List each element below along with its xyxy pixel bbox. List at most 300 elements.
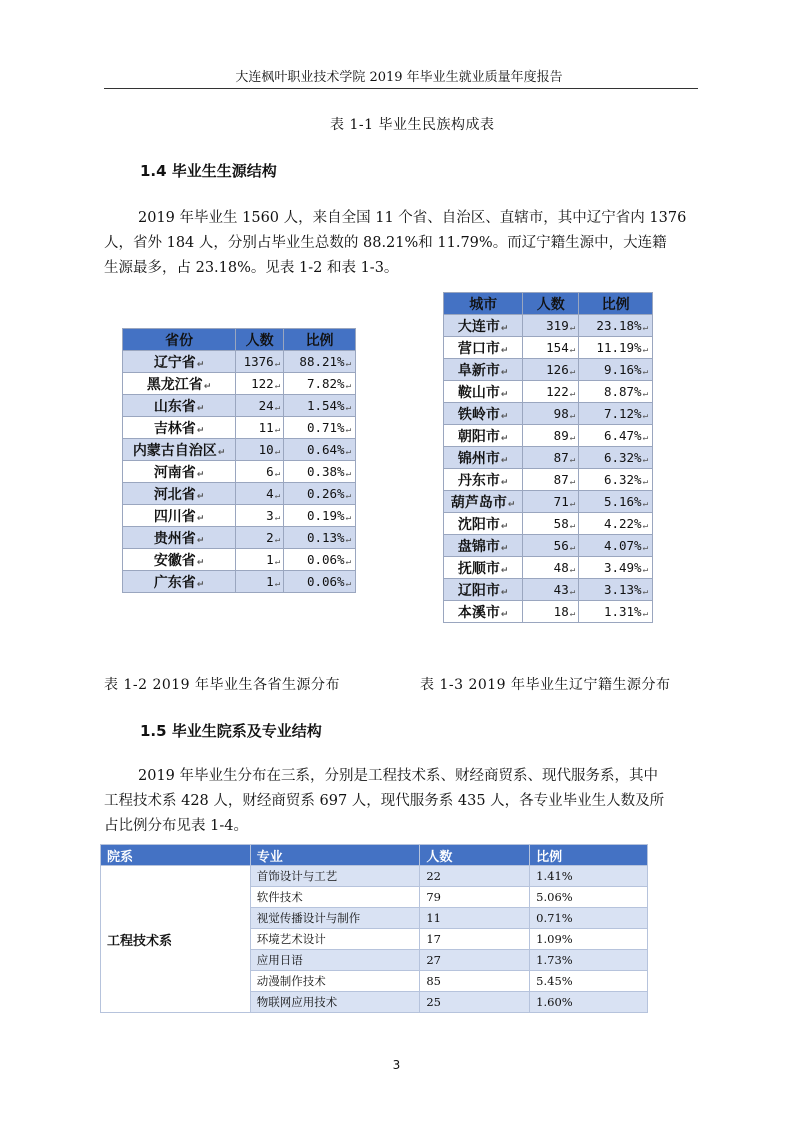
cell-text: 丹东市 [457, 472, 500, 489]
cell-text: 48 [553, 560, 569, 575]
cell-province [123, 571, 236, 593]
cell-count [523, 403, 579, 425]
cell-count [523, 315, 579, 337]
cell-ratio: 1.60% [530, 992, 648, 1013]
cell-city [444, 337, 523, 359]
cell-end-mark-icon: ↵ [196, 557, 205, 568]
table-row [444, 337, 653, 359]
paragraph-line: 占比例分布见表 1-4。 [104, 818, 248, 834]
cell-text: 本溪市 [457, 604, 500, 621]
cell-text: 沈阳市 [457, 516, 500, 533]
cell-ratio [579, 601, 653, 623]
cell-province [123, 395, 236, 417]
cell-city [444, 513, 523, 535]
cell-city [444, 557, 523, 579]
cell-end-mark-icon: ↵ [345, 513, 351, 523]
cell-end-mark-icon: ↵ [642, 521, 648, 531]
cell-end-mark-icon: ↵ [217, 447, 226, 458]
cell-end-mark-icon: ↵ [500, 565, 509, 576]
cell-count: 25 [420, 992, 530, 1013]
cell-end-mark-icon: ↵ [642, 543, 648, 553]
table-row [123, 527, 356, 549]
cell-text: 1.54% [306, 398, 345, 413]
table-row [123, 439, 356, 461]
column-header: 比例 [530, 845, 648, 866]
paragraph-line: 2019 年毕业生分布在三系，分别是工程技术系、财经商贸系、现代服务系，其中 [138, 768, 659, 784]
cell-text: 1 [266, 552, 274, 567]
cell-city [444, 403, 523, 425]
cell-end-mark-icon: ↵ [196, 359, 205, 370]
table-row [444, 469, 653, 491]
cell-end-mark-icon: ↵ [642, 565, 648, 575]
cell-count [523, 447, 579, 469]
cell-ratio [579, 579, 653, 601]
cell-text: 7.12% [603, 406, 642, 421]
cell-text: 7.82% [306, 376, 345, 391]
cell-end-mark-icon: ↵ [642, 477, 648, 487]
cell-department: 工程技术系 [101, 866, 251, 1013]
cell-end-mark-icon: ↵ [569, 543, 576, 553]
cell-end-mark-icon: ↵ [500, 521, 509, 532]
cell-end-mark-icon: ↵ [569, 323, 576, 333]
cell-text: 辽宁省 [153, 354, 196, 371]
page-number: 3 [392, 1058, 401, 1072]
column-header: 比例 [284, 329, 356, 351]
cell-text: 56 [553, 538, 569, 553]
cell-ratio [579, 557, 653, 579]
cell-city [444, 579, 523, 601]
cell-count [523, 513, 579, 535]
cell-text: 3 [266, 508, 274, 523]
cell-end-mark-icon: ↵ [569, 433, 576, 443]
cell-ratio: 1.41% [530, 866, 648, 887]
cell-text: 广东省 [153, 574, 196, 591]
cell-end-mark-icon: ↵ [569, 521, 576, 531]
cell-text: 河北省 [153, 486, 196, 503]
cell-text: 0.06% [306, 574, 345, 589]
cell-city [444, 491, 523, 513]
cell-major: 首饰设计与工艺 [250, 866, 420, 887]
cell-major: 应用日语 [250, 950, 420, 971]
cell-count [236, 461, 284, 483]
cell-count [236, 483, 284, 505]
cell-end-mark-icon: ↵ [500, 587, 509, 598]
cell-ratio [284, 373, 356, 395]
cell-end-mark-icon: ↵ [274, 359, 281, 369]
table-row [444, 425, 653, 447]
cell-ratio [579, 425, 653, 447]
cell-ratio [284, 505, 356, 527]
cell-city [444, 359, 523, 381]
column-header: 人数 [236, 329, 284, 351]
cell-end-mark-icon: ↵ [642, 499, 648, 509]
column-header: 人数 [420, 845, 530, 866]
cell-count: 22 [420, 866, 530, 887]
cell-count: 17 [420, 929, 530, 950]
cell-end-mark-icon: ↵ [569, 477, 576, 487]
heading-1-4: 1.4 毕业生生源结构 [140, 162, 277, 180]
cell-text: 3.13% [603, 582, 642, 597]
cell-count [523, 381, 579, 403]
cell-end-mark-icon: ↵ [196, 535, 205, 546]
paragraph-1-4 [104, 206, 696, 281]
cell-text: 贵州省 [153, 530, 196, 547]
cell-province [123, 527, 236, 549]
cell-count [523, 337, 579, 359]
cell-text: 11 [258, 420, 274, 435]
cell-text: 88.21% [299, 354, 345, 369]
cell-end-mark-icon: ↵ [642, 323, 648, 333]
cell-end-mark-icon: ↵ [274, 557, 281, 567]
column-header: 省份 [123, 329, 236, 351]
cell-end-mark-icon: ↵ [500, 433, 509, 444]
cell-city [444, 469, 523, 491]
cell-text: 8.87% [603, 384, 642, 399]
cell-end-mark-icon: ↵ [274, 491, 281, 501]
cell-text: 87 [553, 450, 569, 465]
column-header: 比例 [579, 293, 653, 315]
cell-ratio [284, 527, 356, 549]
cell-end-mark-icon: ↵ [345, 469, 351, 479]
cell-count [236, 527, 284, 549]
cell-text: 0.38% [306, 464, 345, 479]
cell-end-mark-icon: ↵ [500, 323, 509, 334]
paragraph-line: 生源最多，占 23.18%。见表 1-2 和表 1-3。 [104, 260, 399, 276]
cell-end-mark-icon: ↵ [196, 513, 205, 524]
cell-end-mark-icon: ↵ [345, 535, 351, 545]
cell-count [523, 601, 579, 623]
cell-text: 营口市 [457, 340, 500, 357]
cell-count [236, 571, 284, 593]
heading-1-5: 1.5 毕业生院系及专业结构 [140, 722, 322, 740]
cell-text: 辽阳市 [457, 582, 500, 599]
cell-end-mark-icon: ↵ [642, 345, 648, 355]
cell-text: 89 [553, 428, 569, 443]
table-row [444, 447, 653, 469]
cell-text: 122 [546, 384, 569, 399]
cell-city [444, 315, 523, 337]
cell-end-mark-icon: ↵ [642, 587, 648, 597]
cell-text: 0.06% [306, 552, 345, 567]
cell-city [444, 535, 523, 557]
cell-text: 18 [553, 604, 569, 619]
province-table [122, 328, 356, 593]
cell-text: 319 [546, 318, 569, 333]
cell-city [444, 425, 523, 447]
cell-city [444, 381, 523, 403]
table-row [123, 549, 356, 571]
cell-text: 0.64% [306, 442, 345, 457]
paragraph-line: 2019 年毕业生 1560 人，来自全国 11 个省、自治区、直辖市，其中辽宁省内 1376 [138, 210, 687, 226]
cell-end-mark-icon: ↵ [642, 389, 648, 399]
cell-text: 1.31% [603, 604, 642, 619]
cell-count [523, 579, 579, 601]
cell-ratio [579, 359, 653, 381]
cell-text: 锦州市 [457, 450, 500, 467]
paragraph-1-5 [104, 764, 696, 839]
cell-ratio [284, 461, 356, 483]
table-row [444, 535, 653, 557]
cell-city [444, 447, 523, 469]
cell-province [123, 549, 236, 571]
cell-text: 4 [266, 486, 274, 501]
cell-end-mark-icon: ↵ [345, 381, 351, 391]
cell-ratio: 1.09% [530, 929, 648, 950]
cell-ratio [284, 395, 356, 417]
cell-ratio: 5.45% [530, 971, 648, 992]
cell-count [236, 549, 284, 571]
cell-end-mark-icon: ↵ [642, 367, 648, 377]
table-row [123, 483, 356, 505]
cell-major: 物联网应用技术 [250, 992, 420, 1013]
cell-text: 71 [553, 494, 569, 509]
cell-end-mark-icon: ↵ [569, 609, 576, 619]
cell-count [523, 535, 579, 557]
cell-text: 2 [266, 530, 274, 545]
table-row [444, 315, 653, 337]
cell-ratio [579, 337, 653, 359]
cell-ratio [284, 351, 356, 373]
cell-end-mark-icon: ↵ [345, 579, 351, 589]
table-row [123, 373, 356, 395]
cell-text: 58 [553, 516, 569, 531]
cell-count [236, 417, 284, 439]
city-table [443, 292, 653, 623]
cell-count [523, 557, 579, 579]
cell-end-mark-icon: ↵ [274, 447, 281, 457]
cell-end-mark-icon: ↵ [196, 425, 205, 436]
table-row [444, 359, 653, 381]
cell-count: 27 [420, 950, 530, 971]
cell-end-mark-icon: ↵ [274, 425, 281, 435]
cell-end-mark-icon: ↵ [569, 587, 576, 597]
cell-end-mark-icon: ↵ [274, 469, 281, 479]
cell-end-mark-icon: ↵ [196, 403, 205, 414]
cell-end-mark-icon: ↵ [507, 499, 516, 510]
cell-text: 0.71% [306, 420, 345, 435]
table-row [123, 395, 356, 417]
cell-text: 铁岭市 [457, 406, 500, 423]
cell-ratio [579, 513, 653, 535]
cell-ratio [579, 447, 653, 469]
cell-text: 4.22% [603, 516, 642, 531]
column-header: 城市 [444, 293, 523, 315]
cell-text: 6 [266, 464, 274, 479]
cell-text: 黑龙江省 [146, 376, 203, 393]
cell-province [123, 461, 236, 483]
cell-end-mark-icon: ↵ [500, 609, 509, 620]
cell-end-mark-icon: ↵ [569, 455, 576, 465]
cell-end-mark-icon: ↵ [500, 455, 509, 466]
cell-text: 0.13% [306, 530, 345, 545]
cell-text: 154 [546, 340, 569, 355]
cell-ratio [284, 549, 356, 571]
cell-count: 11 [420, 908, 530, 929]
cell-end-mark-icon: ↵ [203, 381, 212, 392]
department-table [100, 844, 648, 1013]
cell-province [123, 351, 236, 373]
cell-province [123, 505, 236, 527]
cell-text: 126 [546, 362, 569, 377]
cell-ratio [579, 491, 653, 513]
cell-end-mark-icon: ↵ [569, 345, 576, 355]
cell-ratio [579, 469, 653, 491]
cell-text: 3.49% [603, 560, 642, 575]
cell-major: 视觉传播设计与制作 [250, 908, 420, 929]
cell-end-mark-icon: ↵ [642, 411, 648, 421]
cell-text: 5.16% [603, 494, 642, 509]
cell-province [123, 439, 236, 461]
cell-end-mark-icon: ↵ [500, 367, 509, 378]
cell-major: 环境艺术设计 [250, 929, 420, 950]
cell-text: 6.47% [603, 428, 642, 443]
table-row [123, 417, 356, 439]
table-row [444, 601, 653, 623]
cell-end-mark-icon: ↵ [274, 579, 281, 589]
cell-ratio [579, 315, 653, 337]
table-row [444, 513, 653, 535]
cell-text: 9.16% [603, 362, 642, 377]
column-header: 院系 [101, 845, 251, 866]
table-row [444, 579, 653, 601]
cell-text: 6.32% [603, 450, 642, 465]
cell-text: 1 [266, 574, 274, 589]
table-row [444, 403, 653, 425]
cell-end-mark-icon: ↵ [642, 433, 648, 443]
cell-end-mark-icon: ↵ [196, 491, 205, 502]
cell-end-mark-icon: ↵ [569, 565, 576, 575]
cell-end-mark-icon: ↵ [569, 389, 576, 399]
table-row [444, 491, 653, 513]
cell-end-mark-icon: ↵ [345, 491, 351, 501]
cell-text: 6.32% [603, 472, 642, 487]
table-row [123, 351, 356, 373]
cell-count: 85 [420, 971, 530, 992]
cell-end-mark-icon: ↵ [345, 359, 351, 369]
cell-count [523, 425, 579, 447]
cell-text: 葫芦岛市 [450, 494, 507, 511]
cell-count [236, 505, 284, 527]
cell-count [523, 359, 579, 381]
cell-city [444, 601, 523, 623]
cell-end-mark-icon: ↵ [345, 403, 351, 413]
caption-table-1-3: 表 1-3 2019 年毕业生辽宁籍生源分布 [420, 677, 671, 693]
cell-ratio [284, 483, 356, 505]
cell-count [236, 373, 284, 395]
cell-province [123, 373, 236, 395]
cell-major: 软件技术 [250, 887, 420, 908]
cell-text: 鞍山市 [457, 384, 500, 401]
cell-text: 24 [258, 398, 274, 413]
cell-province [123, 417, 236, 439]
cell-end-mark-icon: ↵ [345, 557, 351, 567]
cell-text: 87 [553, 472, 569, 487]
cell-ratio: 0.71% [530, 908, 648, 929]
cell-text: 98 [553, 406, 569, 421]
cell-text: 大连市 [457, 318, 500, 335]
column-header: 专业 [250, 845, 420, 866]
cell-ratio [579, 535, 653, 557]
cell-end-mark-icon: ↵ [345, 425, 351, 435]
cell-end-mark-icon: ↵ [345, 447, 351, 457]
cell-count [236, 395, 284, 417]
cell-text: 43 [553, 582, 569, 597]
cell-end-mark-icon: ↵ [569, 367, 576, 377]
cell-text: 抚顺市 [457, 560, 500, 577]
cell-text: 安徽省 [153, 552, 196, 569]
cell-text: 1376 [243, 354, 274, 369]
cell-text: 阜新市 [457, 362, 500, 379]
cell-text: 10 [258, 442, 274, 457]
cell-end-mark-icon: ↵ [569, 499, 576, 509]
cell-end-mark-icon: ↵ [642, 609, 648, 619]
cell-text: 吉林省 [153, 420, 196, 437]
caption-table-1-1: 表 1-1 毕业生民族构成表 [330, 117, 495, 133]
cell-text: 0.26% [306, 486, 345, 501]
table-row [101, 866, 648, 887]
cell-end-mark-icon: ↵ [642, 455, 648, 465]
cell-text: 四川省 [153, 508, 196, 525]
caption-table-1-2: 表 1-2 2019 年毕业生各省生源分布 [104, 677, 341, 693]
cell-end-mark-icon: ↵ [500, 345, 509, 356]
cell-text: 4.07% [603, 538, 642, 553]
paragraph-line: 人，省外 184 人，分别占毕业生总数的 88.21%和 11.79%。而辽宁籍生源中，大连籍 [104, 235, 667, 251]
cell-end-mark-icon: ↵ [500, 543, 509, 554]
cell-end-mark-icon: ↵ [274, 513, 281, 523]
cell-count [236, 351, 284, 373]
cell-text: 23.18% [596, 318, 642, 333]
header-rule [104, 88, 698, 89]
cell-text: 内蒙古自治区 [132, 442, 217, 459]
cell-ratio [284, 571, 356, 593]
cell-count [236, 439, 284, 461]
cell-ratio: 5.06% [530, 887, 648, 908]
cell-end-mark-icon: ↵ [500, 389, 509, 400]
column-header: 人数 [523, 293, 579, 315]
cell-text: 11.19% [596, 340, 642, 355]
cell-ratio: 1.73% [530, 950, 648, 971]
cell-end-mark-icon: ↵ [274, 535, 281, 545]
table-row [123, 461, 356, 483]
cell-text: 0.19% [306, 508, 345, 523]
cell-ratio [579, 381, 653, 403]
cell-count: 79 [420, 887, 530, 908]
cell-ratio [284, 417, 356, 439]
cell-end-mark-icon: ↵ [500, 411, 509, 422]
paragraph-line: 工程技术系 428 人，财经商贸系 697 人，现代服务系 435 人，各专业毕业生人数及所 [104, 793, 665, 809]
table-row [444, 381, 653, 403]
cell-count [523, 491, 579, 513]
table-row [123, 571, 356, 593]
table-row [444, 557, 653, 579]
cell-major: 动漫制作技术 [250, 971, 420, 992]
cell-text: 山东省 [153, 398, 196, 415]
cell-end-mark-icon: ↵ [196, 469, 205, 480]
cell-end-mark-icon: ↵ [500, 477, 509, 488]
cell-text: 122 [251, 376, 274, 391]
cell-end-mark-icon: ↵ [274, 381, 281, 391]
cell-ratio [579, 403, 653, 425]
page-header: 大连枫叶职业技术学院 2019 年毕业生就业质量年度报告 [235, 70, 563, 85]
table-row [123, 505, 356, 527]
cell-end-mark-icon: ↵ [569, 411, 576, 421]
cell-end-mark-icon: ↵ [274, 403, 281, 413]
cell-text: 盘锦市 [457, 538, 500, 555]
cell-text: 朝阳市 [457, 428, 500, 445]
cell-count [523, 469, 579, 491]
cell-end-mark-icon: ↵ [196, 579, 205, 590]
cell-ratio [284, 439, 356, 461]
